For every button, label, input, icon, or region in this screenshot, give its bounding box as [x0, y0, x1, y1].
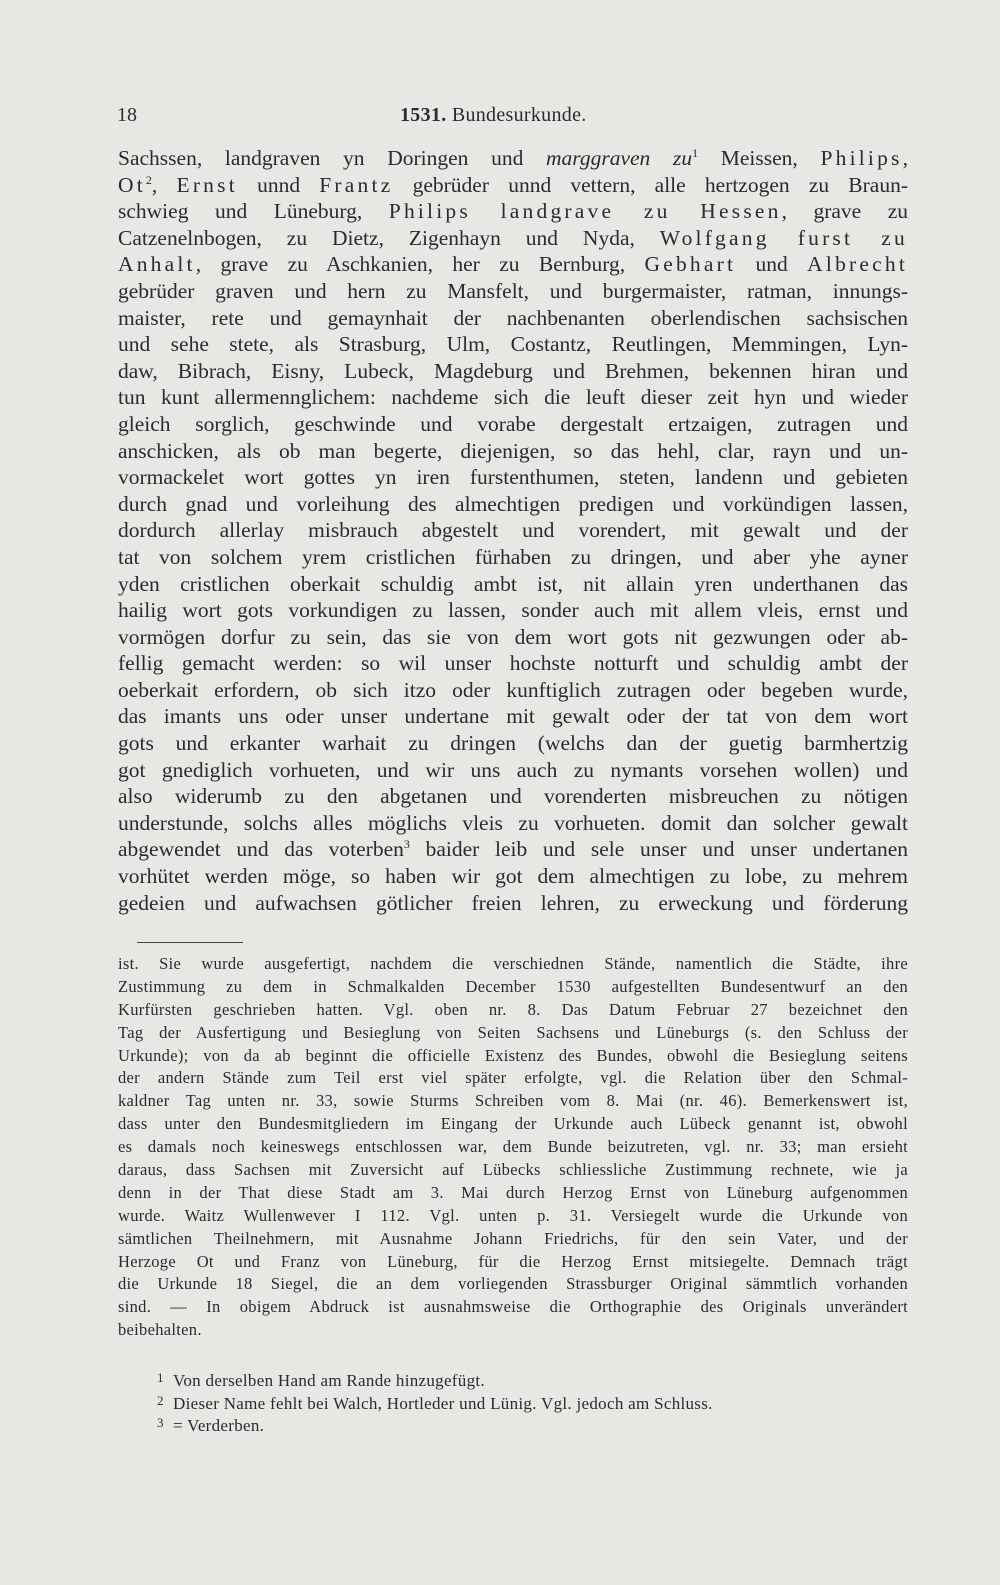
- text-run: ,: [902, 146, 908, 170]
- spaced-name: Frantz: [319, 172, 394, 197]
- text-run: , grave zu: [781, 199, 908, 224]
- text-line: [118, 464, 908, 491]
- text-run: Catzenelnbogen, zu Dietz, Zigenhayn und Nyda,: [118, 225, 660, 250]
- text-line: [118, 251, 908, 278]
- footnote-text: Von derselben Hand am Rande hinzugefügt.: [173, 1371, 485, 1390]
- main-text: [118, 145, 908, 916]
- text-line: [118, 730, 908, 757]
- note-line: Herzoge Ot und Franz von Lüneburg, für die Herzog Ernst mitsiegelte. Demnach trägt: [118, 1251, 908, 1271]
- page-header: [117, 104, 907, 134]
- note-line: Zustimmung zu dem in Schmalkalden December 1530 aufgestellten Bundesentwurf an den: [118, 976, 908, 996]
- text-run: dordurch allerlay misbrauch abgestelt und vorendert, mit gewalt und der: [118, 518, 908, 543]
- text-line: [118, 544, 908, 571]
- text-line: [118, 198, 908, 225]
- note-line: daraus, dass Sachsen mit Zuversicht auf Lübecks schliessliche Zustimmung rechnete, wie ja: [118, 1160, 908, 1180]
- running-title-year: 1531.: [400, 104, 447, 126]
- text-run: gebrüder graven und hern zu Mansfelt, und burgermaister, ratman, innungs-: [118, 278, 908, 303]
- text-run: gots und erkanter warhait zu dringen (welchs dan der guetig barmhertzig: [118, 731, 908, 756]
- footnote-marker: 3: [403, 837, 410, 852]
- text-run: unnd: [237, 172, 320, 197]
- text-line: [118, 810, 908, 837]
- footnote-divider: [137, 942, 243, 943]
- editorial-note: [118, 953, 908, 1342]
- text-line: [118, 836, 908, 863]
- note-line: kaldner Tag unten nr. 33, sowie Sturms Schreiben vom 8. Mai (nr. 46). Bemerkenswert ist,: [118, 1091, 908, 1111]
- text-line: [118, 145, 908, 172]
- note-line: ist. Sie wurde ausgefertigt, nachdem die verschiednen Stände, namentlich die Städte, ihre: [118, 954, 908, 973]
- text-run: gedeien und aufwachsen götlicher freien lehren, zu erweckung und förderung: [118, 890, 908, 915]
- text-run: got gnediglich vorhueten, und wir uns auch zu nymants vorsehen wollen) und: [118, 757, 908, 782]
- running-title-text: Bundesurkunde.: [451, 104, 587, 126]
- spaced-name: Philips landgrave zu Hessen: [388, 199, 782, 224]
- text-run: understunde, solchs alles möglichs vleis zu vorhueten. domit dan solcher gewalt: [118, 810, 908, 835]
- text-line: [118, 384, 908, 411]
- text-run: Meissen,: [698, 146, 821, 170]
- text-line: [118, 677, 908, 704]
- footnote-number: 2: [157, 1392, 164, 1408]
- note-line: dass unter den Bundesmitgliedern im Eingang der Urkunde auch Lübeck genannt ist, obwohl: [118, 1114, 908, 1134]
- text-line: [118, 597, 908, 624]
- text-line: [118, 757, 908, 784]
- text-line: [118, 225, 908, 252]
- spaced-name: Gebhart: [644, 252, 737, 277]
- text-line: [118, 783, 908, 810]
- text-line: [118, 571, 908, 598]
- text-run: ,: [151, 172, 177, 197]
- spaced-name: Ot: [118, 172, 146, 197]
- text-run: anschicken, als ob man begerte, diejenigen, so das hehl, clar, rayn und un-: [118, 438, 908, 463]
- text-run: und: [736, 252, 808, 277]
- text-run: abgewendet und das voterben: [118, 837, 404, 862]
- text-line: [118, 703, 908, 730]
- italic-text: marggraven zu: [546, 146, 693, 170]
- text-line: [118, 890, 908, 917]
- note-line: Kurfürsten geschrieben hatten. Vgl. oben nr. 8. Das Datum Februar 27 bezeichnet den: [118, 999, 908, 1019]
- text-run: baider leib und sele unser und unser undertanen: [409, 837, 908, 862]
- text-run: gleich sorglich, geschwinde und vorabe dergestalt ertzaigen, zutragen und: [118, 411, 908, 436]
- text-run: vormackelet wort gottes yn iren furstenthumen, steten, landenn und gebieten: [118, 465, 908, 490]
- note-line: wurde. Waitz Wullenwever I 112. Vgl. unten p. 31. Versiegelt wurde die Urkunde von: [118, 1205, 908, 1225]
- text-run: und sehe stete, als Strasburg, Ulm, Costantz, Reutlingen, Memmingen, Lyn-: [118, 332, 908, 357]
- note-line: sämtlichen Theilnehmern, mit Ausnahme Johann Friedrichs, für den sein Vater, und der: [118, 1228, 908, 1248]
- note-line: es damals noch keineswegs entschlossen war, dem Bunde beizutreten, vgl. nr. 33; man ersieht: [118, 1137, 908, 1157]
- footnote-number: 3: [157, 1415, 164, 1430]
- footnote: [157, 1390, 857, 1413]
- text-line: [118, 517, 908, 544]
- note-line: die Urkunde 18 Siegel, die an dem vorliegenden Strassburger Original sämmtlich vorhanden: [118, 1274, 908, 1294]
- footnote-number: 1: [157, 1370, 164, 1385]
- footnote-marker: 2: [145, 172, 152, 187]
- spaced-name: Anhalt: [118, 252, 196, 277]
- note-line: beibehalten.: [118, 1320, 202, 1340]
- text-line: [118, 358, 908, 385]
- note-line: sind. — In obigem Abdruck ist ausnahmsweise die Orthographie des Originals unverändert: [118, 1297, 908, 1317]
- spaced-name: Albrecht: [807, 252, 908, 277]
- text-line: [118, 305, 908, 332]
- text-run: yden cristlichen oberkait schuldig ambt ist, nit allain yren underthanen das: [118, 571, 908, 596]
- text-run: , grave zu Aschkanien, her zu Bernburg,: [195, 252, 645, 277]
- text-line: [118, 491, 908, 518]
- page-number: 18: [117, 104, 137, 126]
- note-line: denn in der That diese Stadt am 3. Mai durch Herzog Ernst von Lüneburg aufgenommen: [118, 1182, 908, 1202]
- text-run: oeberkait erfordern, ob sich itzo oder kunftiglich zutragen oder begeben wurde,: [118, 677, 908, 702]
- footnote: [157, 1412, 857, 1435]
- footnote: [157, 1367, 857, 1390]
- text-run: das imants uns oder unser undertane mit gewalt oder der tat von dem wort: [118, 704, 908, 729]
- running-title: [400, 104, 587, 127]
- spaced-name: Ernst: [176, 172, 238, 197]
- text-run: also widerumb zu den abgetanen und vorenderten misbreuchen zu nötigen: [118, 784, 908, 809]
- text-run: Sachssen, landgraven yn Doringen und: [118, 146, 546, 170]
- note-line: der andern Stände zum Teil erst viel später erfolgte, vgl. die Relation über den Schmal-: [118, 1068, 908, 1088]
- text-run: vorhütet werden möge, so haben wir got dem almechtigen zu lobe, zu mehrem: [118, 864, 908, 889]
- note-line: Urkunde); von da ab beginnt die officielle Existenz des Bundes, obwohl die Besieglung seitens: [118, 1045, 908, 1065]
- spaced-name: Wolfgang furst zu: [659, 225, 908, 250]
- text-run: durch gnad und vorleihung des almechtigen predigen und vorkündigen lassen,: [118, 491, 908, 516]
- text-run: tat von solchem yrem cristlichen fürhaben zu dringen, und aber yhe ayner: [118, 544, 908, 569]
- text-run: fellig gemacht werden: so wil unser hochste notturft und schuldig ambt der: [118, 651, 908, 676]
- footnote-text: = Verderben.: [173, 1416, 265, 1435]
- text-line: [118, 438, 908, 465]
- footnote-marker: 1: [692, 146, 699, 160]
- spaced-name: Philips: [820, 146, 903, 170]
- text-run: maister, rete und gemaynhait der nachbenanten oberlendischen sachsischen: [118, 305, 908, 330]
- text-line: [118, 863, 908, 890]
- text-run: daw, Bibrach, Eisny, Lubeck, Magdeburg und Brehmen, bekennen hiran und: [118, 358, 908, 383]
- footnote-text: Dieser Name fehlt bei Walch, Hortleder und Lünig. Vgl. jedoch am Schluss.: [173, 1393, 713, 1413]
- text-line: [118, 650, 908, 677]
- text-run: schwieg und Lüneburg,: [118, 199, 389, 224]
- text-line: [118, 624, 908, 651]
- text-line: [118, 172, 908, 199]
- footnote-list: [157, 1367, 857, 1435]
- text-line: [118, 278, 908, 305]
- text-line: [118, 331, 908, 358]
- text-run: vormögen dorfur zu sein, das sie von dem wort gots nit gezwungen oder ab-: [118, 624, 908, 649]
- text-run: hailig wort gots vorkundigen zu lassen, sonder auch mit allem vleis, ernst und: [118, 598, 908, 623]
- note-line: Tag der Ausfertigung und Besieglung von Seiten Sachsens und Lüneburgs (s. den Schluss der: [118, 1022, 908, 1042]
- text-run: gebrüder unnd vettern, alle hertzogen zu Braun-: [393, 172, 909, 197]
- text-run: tun kunt allermennglichem: nachdeme sich die leuft dieser zeit hyn und wieder: [118, 385, 908, 410]
- text-line: [118, 411, 908, 438]
